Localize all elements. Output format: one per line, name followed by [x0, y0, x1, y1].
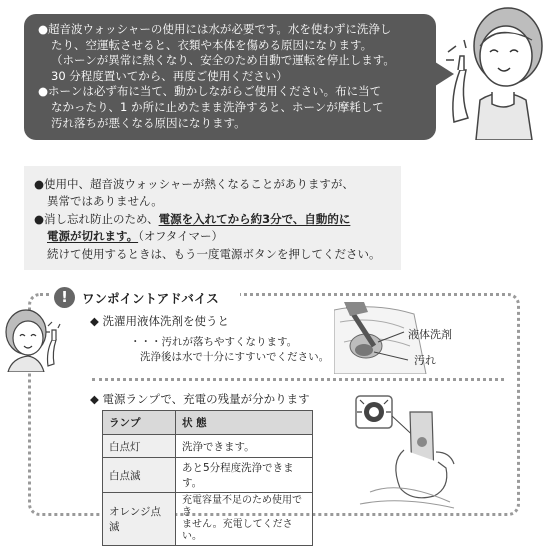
warning-line: （ホーンが異常に熱くなり、安全のため自動で運転を停止します。 — [51, 53, 395, 68]
detergent-tip-heading: ◆ 洗濯用液体洗剤を使うと — [90, 314, 229, 328]
section-divider — [92, 378, 504, 381]
detergent-tip-line-2: 洗浄後は水で十分にすすいでください。 — [140, 351, 330, 363]
warning-line: たり、空運転させると、衣類や本体を傷める原因になります。 — [51, 37, 373, 52]
lamp-cell: 白点滅 — [103, 458, 176, 493]
table-header-row — [103, 411, 313, 435]
small-woman-illustration — [4, 302, 68, 372]
warning-item-2: ●ホーンは必ず布に当て、動かしながらご使用ください。布に当て — [38, 84, 382, 99]
status-cell: あと5分程度洗浄できます。 — [176, 458, 313, 493]
status-cell: 洗浄できます。 — [176, 435, 313, 458]
note-line: 電源が切れます。（オフタイマー） — [47, 229, 223, 244]
status-cell: 充電容量不足のため使用でき ません。充電してください。 — [176, 493, 313, 546]
woman-illustration — [446, 0, 558, 140]
table-row — [103, 458, 313, 493]
note-item-1: ●使用中、超音波ウォッシャーが熱くなることがありますが、 — [34, 177, 354, 191]
stain-label: 汚れ — [414, 354, 436, 367]
power-lamp-photo — [350, 392, 462, 510]
warning-line: なかったり、1 か所に止めたまま洗浄すると、ホーンが摩耗して — [51, 99, 384, 114]
warning-bubble — [24, 14, 436, 140]
note-line: 異常ではありません。 — [47, 194, 163, 209]
note-item-2: ●消し忘れ防止のため、電源を入れてから約3分で、自動的に — [34, 211, 351, 226]
power-lamp-heading: ◆ 電源ランプで、充電の残量が分かります — [90, 392, 310, 406]
note-line: 続けて使用するときは、もう一度電源ボタンを押してください。 — [47, 246, 381, 261]
notes-box — [24, 166, 401, 270]
detergent-label: 液体洗剤 — [408, 328, 452, 341]
exclamation-icon: ! — [54, 287, 75, 308]
detergent-tip-line-1: ・・・汚れが落ちやすくなります。 — [130, 336, 298, 348]
lamp-status-table — [102, 410, 313, 546]
lamp-cell: オレンジ点滅 — [103, 493, 176, 546]
table-row — [103, 493, 313, 546]
advice-title: ワンポイントアドバイス — [82, 291, 219, 306]
column-header-lamp: ランプ — [103, 411, 176, 435]
table-row — [103, 435, 313, 458]
column-header-status: 状 態 — [176, 411, 313, 435]
lamp-cell: 白点灯 — [103, 435, 176, 458]
warning-line: 30 分程度置いてから、再度ご使用ください） — [51, 68, 288, 83]
warning-line: 汚れ落ちが悪くなる原因になります。 — [51, 115, 246, 130]
warning-item-1: ●超音波ウォッシャーの使用には水が必要です。水を使わずに洗浄し — [38, 22, 392, 36]
